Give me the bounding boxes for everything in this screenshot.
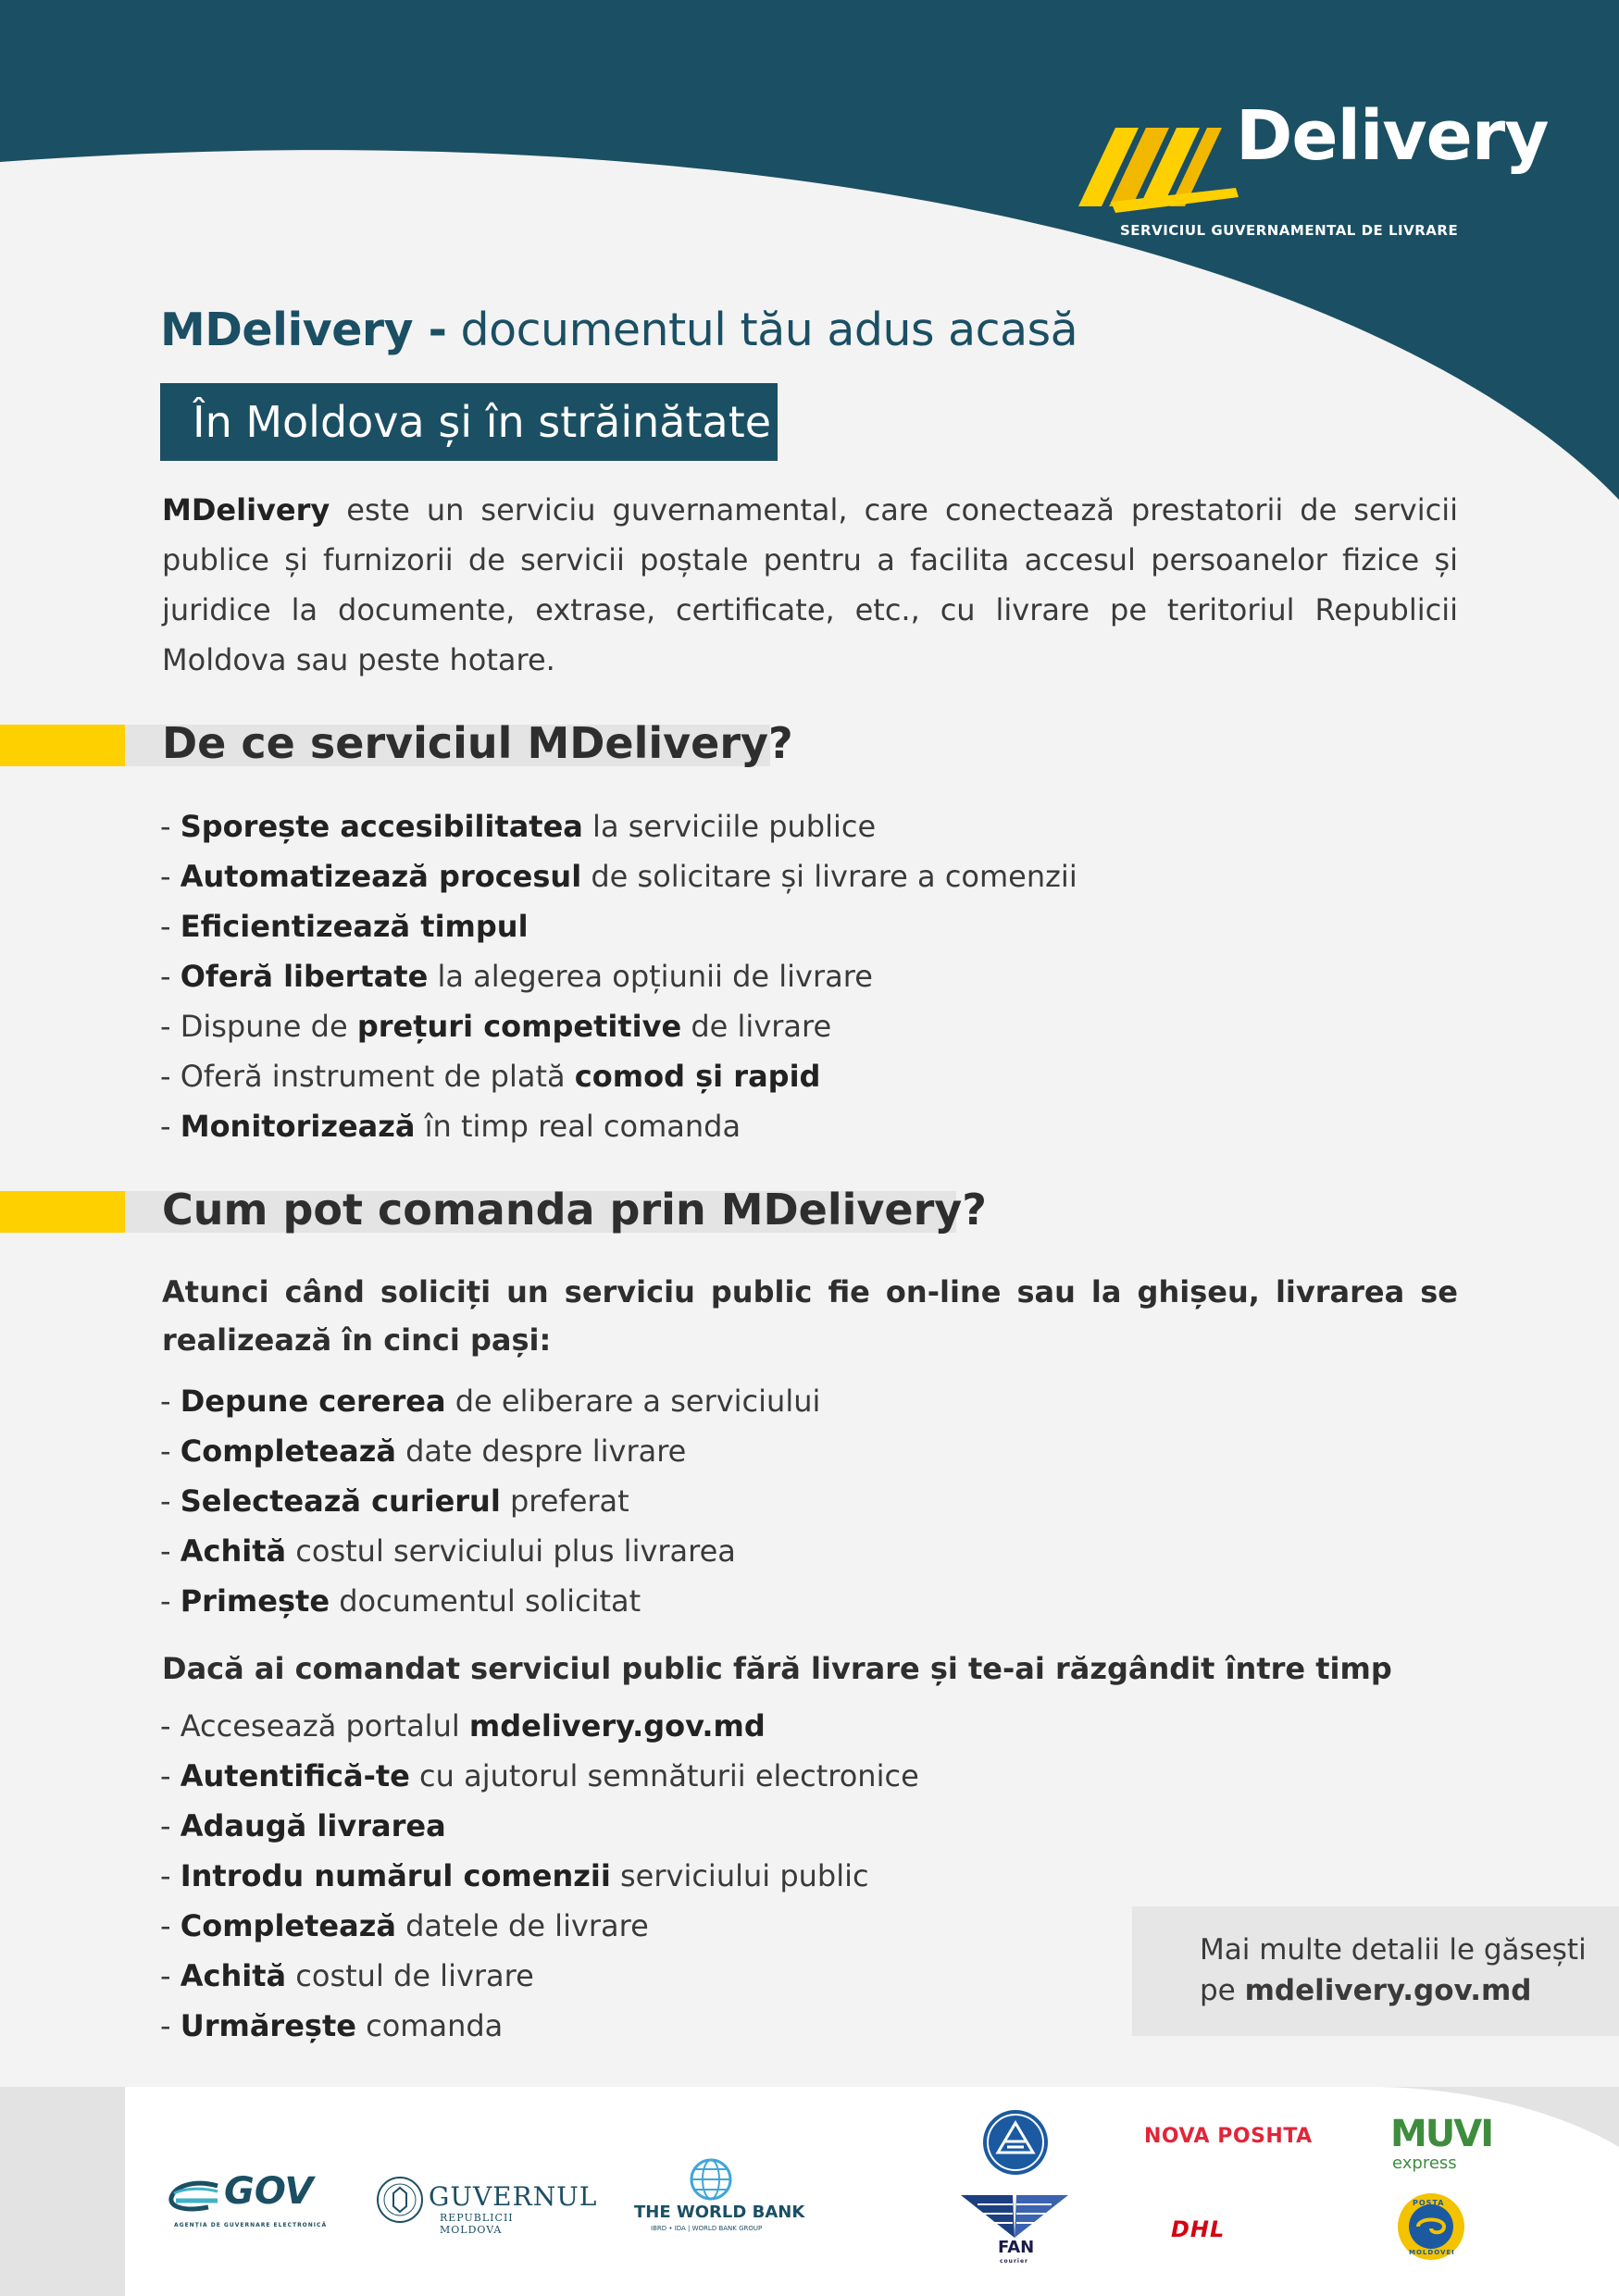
fan-courier-logo bbox=[959, 2191, 1070, 2265]
list-item: - Oferă libertate la alegerea opțiunii de livrare bbox=[160, 959, 873, 994]
mdelivery-logo bbox=[1074, 96, 1549, 241]
subtitle-banner: În Moldova și în străinătate bbox=[160, 383, 778, 461]
fan-wings-icon bbox=[959, 2191, 1070, 2240]
nova-poshta-logo: NOVA POSHTA bbox=[1144, 2125, 1313, 2148]
movi-express-logo bbox=[1389, 2113, 1493, 2187]
globe-icon bbox=[688, 2156, 734, 2203]
section-marker bbox=[0, 1191, 125, 1233]
egov-subtitle: AGENȚIA DE GUVERNARE ELECTRONICĂ bbox=[174, 2222, 328, 2228]
logo-wordmark: Delivery bbox=[1236, 96, 1549, 176]
section-marker bbox=[0, 725, 125, 766]
fan-subtitle: courier bbox=[1000, 2258, 1028, 2265]
world-bank-subtitle: IBRD • IDA | WORLD BANK GROUP bbox=[651, 2225, 763, 2232]
list-item: - Automatizează procesul de solicitare și livrare a comenzii bbox=[160, 859, 1077, 894]
section-heading-why: De ce serviciul MDelivery? bbox=[162, 718, 793, 768]
egov-swoosh-icon bbox=[167, 2175, 222, 2221]
list-item: - Accesează portalul mdelivery.gov.md bbox=[160, 1708, 766, 1744]
list-item: - Adaugă livrarea bbox=[160, 1808, 446, 1843]
posta-moldovei-logo bbox=[1396, 2191, 1466, 2262]
list-item: - Depune cererea de eliberare a serviciului bbox=[160, 1384, 821, 1419]
fan-wordmark: FAN bbox=[998, 2238, 1035, 2257]
guvernul-subtitle: REPUBLICII MOLDOVA bbox=[440, 2212, 514, 2236]
agency-emblem-logo bbox=[981, 2108, 1050, 2177]
title-bold: MDelivery - bbox=[160, 304, 447, 356]
title-rest: documentul tău adus acasă bbox=[446, 304, 1078, 356]
info-box bbox=[1132, 1906, 1619, 2036]
posta-top-text: POȘTA bbox=[1413, 2199, 1445, 2207]
logo-m-icon bbox=[1074, 109, 1250, 220]
list-item: - Completează datele de livrare bbox=[160, 1908, 649, 1943]
guvernul-wordmark: GUVERNUL bbox=[429, 2181, 598, 2212]
world-bank-logo bbox=[634, 2156, 805, 2240]
info-line-1: Mai multe detalii le găsești bbox=[1200, 1933, 1587, 1967]
intro-bold: MDelivery bbox=[162, 492, 330, 527]
how-intro: Atunci când soliciți un serviciu public fie on-line sau la ghișeu, livrarea se realizează în cinci pași: bbox=[162, 1274, 1458, 1358]
posta-bottom-text: MOLDOVEI bbox=[1409, 2249, 1455, 2256]
intro-paragraph bbox=[162, 485, 1458, 685]
guvernul-logo bbox=[375, 2170, 598, 2236]
government-seal-icon bbox=[375, 2175, 425, 2225]
world-bank-wordmark: THE WORLD BANK bbox=[634, 2203, 805, 2222]
info-link[interactable]: mdelivery.gov.md bbox=[1244, 1974, 1532, 2007]
list-item: - Achită costul de livrare bbox=[160, 1958, 534, 1993]
emblem-icon bbox=[981, 2108, 1050, 2177]
page-title bbox=[160, 304, 1077, 356]
intro-text: este un serviciu guvernamental, care conectează prestatorii de servicii publice și furnizorii de servicii poștale pentru a facilita accesul persoanelor fizice și juridice la documente, extrase, certificate, etc., cu livrare pe teritoriul Republicii Moldova sau peste hotare. bbox=[162, 492, 1458, 677]
list-item: - Urmărește comanda bbox=[160, 2008, 504, 2043]
list-item: - Selectează curierul preferat bbox=[160, 1483, 629, 1519]
logo-tagline: SERVICIUL GUVERNAMENTAL DE LIVRARE bbox=[1120, 222, 1459, 239]
benefits-list bbox=[160, 801, 1077, 1151]
movi-subtitle: express bbox=[1392, 2153, 1457, 2173]
egov-logo bbox=[167, 2170, 328, 2235]
list-item: - Sporește accesibilitatea la serviciile publice bbox=[160, 809, 877, 844]
list-item: - Introdu numărul comenzii serviciului public bbox=[160, 1858, 869, 1893]
list-item: - Achită costul serviciului plus livrarea bbox=[160, 1533, 736, 1569]
list-item: - Primește documentul solicitat bbox=[160, 1583, 641, 1619]
dhl-logo: DHL bbox=[1171, 2216, 1226, 2242]
list-item: - Dispune de prețuri competitive de livrare bbox=[160, 1009, 832, 1044]
info-line-2: pe mdelivery.gov.md bbox=[1200, 1974, 1532, 2007]
egov-wordmark: GOV bbox=[224, 2170, 314, 2213]
list-item: - Eficientizează timpul bbox=[160, 909, 529, 944]
later-heading: Dacă ai comandat serviciul public fără livrare și te-ai răzgândit între timp bbox=[162, 1651, 1392, 1686]
steps-list bbox=[160, 1376, 820, 1626]
list-item: - Monitorizează în timp real comanda bbox=[160, 1109, 741, 1144]
list-item: - Oferă instrument de plată comod și rapid bbox=[160, 1059, 821, 1094]
list-item: - Autentifică-te cu ajutorul semnăturii electronice bbox=[160, 1758, 919, 1793]
later-steps-list bbox=[160, 1701, 919, 2051]
section-heading-how: Cum pot comanda prin MDelivery? bbox=[162, 1185, 987, 1235]
list-item: - Completează date despre livrare bbox=[160, 1433, 687, 1469]
movi-wordmark: MUVI bbox=[1390, 2113, 1493, 2155]
